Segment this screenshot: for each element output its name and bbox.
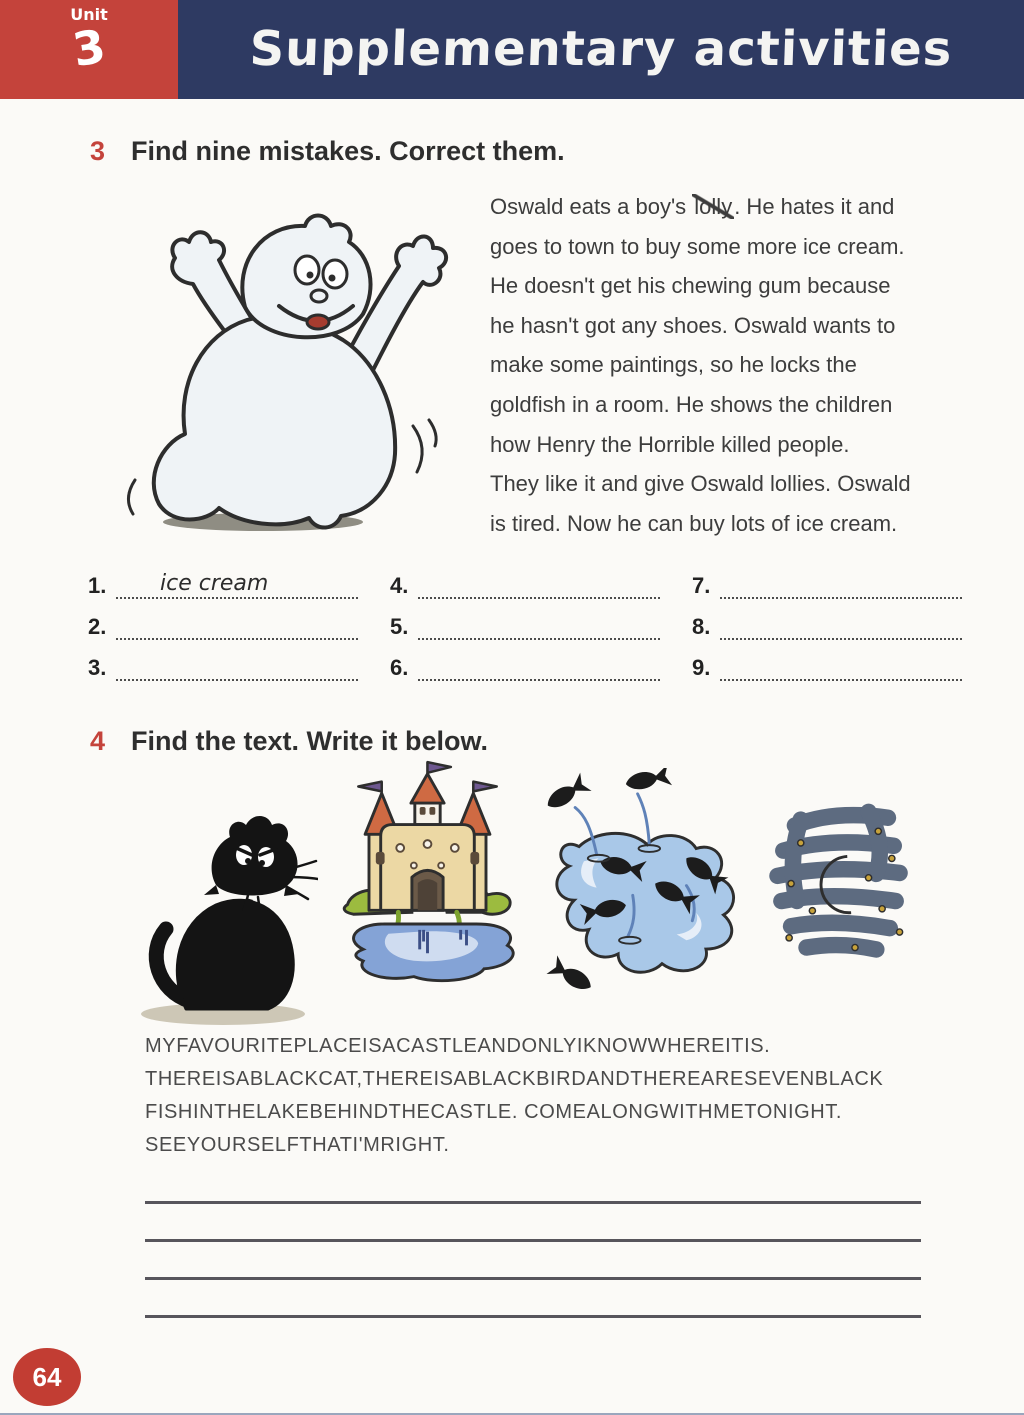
- cipher-text: [145, 1030, 883, 1162]
- answer-slot-7: 7.: [692, 558, 994, 599]
- story-line: goes to town to buy some more ice cream.: [490, 233, 905, 259]
- answer-slot-9: 9.: [692, 640, 994, 681]
- story-line: goldfish in a room. He shows the children: [490, 391, 893, 417]
- writing-area: [145, 1201, 921, 1353]
- answer-line: [418, 606, 660, 640]
- answer-slot-2: 2.: [88, 599, 390, 640]
- cipher-line: MYFAVOURITEPLACEISACASTLEANDONLYIKNOWWHEREITIS.: [145, 1035, 771, 1057]
- answer-slot-5: 5.: [390, 599, 692, 640]
- crossed-out-word: lolly: [694, 194, 733, 219]
- story-line: They like it and give Oswald lollies. Oswald: [490, 471, 911, 497]
- answer-line: [116, 606, 358, 640]
- banner-title: Supplementary activities: [248, 21, 954, 77]
- answer-slot-4: 4.: [390, 558, 692, 599]
- story-line: is tired. Now he can buy lots of ice cream.: [490, 510, 898, 536]
- writing-line: [145, 1201, 921, 1204]
- banner: [178, 0, 1024, 99]
- exercise4-number: 4: [90, 726, 106, 756]
- black-cat-illustration: [128, 795, 318, 1035]
- page-number: 64: [32, 1361, 62, 1392]
- answer-line: [116, 647, 358, 681]
- writing-line: [145, 1239, 921, 1242]
- answers-grid: [88, 558, 994, 681]
- story-line: how Henry the Horrible killed people.: [490, 431, 850, 457]
- answer-slot-8: 8.: [692, 599, 994, 640]
- writing-line: [145, 1315, 921, 1318]
- page-header: [0, 0, 1024, 99]
- cipher-line: SEEYOURSELFTHATI'MRIGHT.: [145, 1134, 450, 1156]
- answer-line: [418, 565, 660, 599]
- exercise3-number: 3: [90, 136, 106, 166]
- answer-slot-6: 6.: [390, 640, 692, 681]
- exercise4-title: Find the text. Write it below.: [131, 726, 489, 756]
- answer-line: [418, 647, 660, 681]
- unit-label: Unit: [70, 5, 108, 24]
- story-line: He doesn't get his chewing gum because: [490, 273, 891, 299]
- fish-lake-illustration: [540, 768, 745, 1018]
- night-sky-illustration: [762, 792, 917, 987]
- answer-line: [720, 606, 962, 640]
- answer-value: ice cream: [160, 571, 269, 596]
- story-line: Oswald eats a boy's lolly. He hates it and: [490, 194, 895, 219]
- story-line: make some paintings, so he locks the: [490, 352, 857, 378]
- cipher-line: FISHINTHELAKEBEHINDTHECASTLE. COMEALONGWITHMETONIGHT.: [145, 1101, 843, 1123]
- page-number-badge: [13, 1348, 81, 1406]
- answer-slot-1: 1. ice cream: [88, 558, 390, 599]
- ghost-illustration: [95, 182, 465, 547]
- exercise3-title: Find nine mistakes. Correct them.: [131, 136, 565, 166]
- cipher-line: THEREISABLACKCAT,THEREISABLACKBIRDANDTHEREARESEVENBLACK: [145, 1068, 884, 1090]
- exercise3-heading: [90, 136, 565, 167]
- answer-line: [116, 565, 358, 599]
- answer-line: [720, 565, 962, 599]
- writing-line: [145, 1277, 921, 1280]
- castle-illustration: [330, 758, 525, 1015]
- story-line: he hasn't got any shoes. Oswald wants to: [490, 312, 896, 338]
- answer-slot-3: 3.: [88, 640, 390, 681]
- exercise4-heading: [90, 726, 488, 757]
- story-text: [490, 187, 995, 543]
- unit-badge: [0, 0, 178, 99]
- answer-line: [720, 647, 962, 681]
- unit-number: 3: [68, 18, 110, 78]
